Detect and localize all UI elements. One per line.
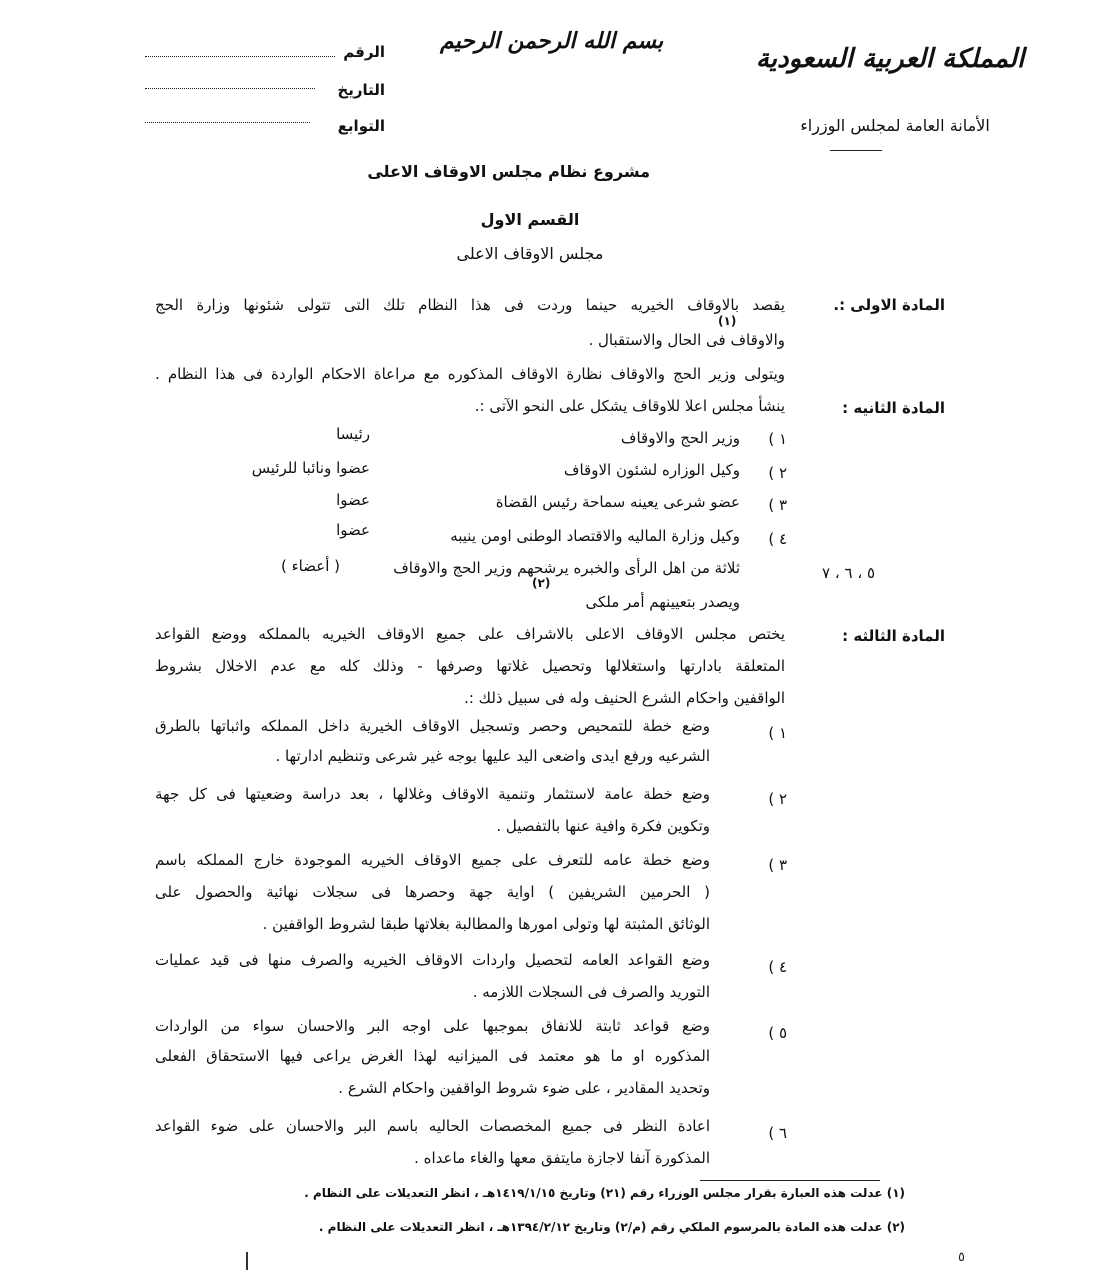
- page-mark: ٥: [958, 1250, 965, 1265]
- item-line: المذكوره او ما هو معتمد فى الميزانيه لهذا الغرض يراعى فيها الاستحقاق الفعلى: [155, 1047, 710, 1065]
- basmala: بسم الله الرحمن الرحيم: [440, 28, 664, 54]
- item-number: ٦ ): [768, 1124, 787, 1142]
- field-date-line: [145, 88, 315, 89]
- member-number: ٣ ): [768, 496, 787, 514]
- article3-line: الواقفين واحكام الشرع الحنيف وله فى سبيل ذلك :.: [464, 689, 785, 707]
- member-name: وكيل وزارة الماليه والاقتصاد الوطنى اومن ينيبه: [450, 527, 740, 545]
- section-name: القسم الاول: [480, 210, 580, 229]
- article3-line: يختص مجلس الاوقاف الاعلى بالاشراف على جميع الاوقاف الخيريه بالمملكه ووضع القواعد: [155, 625, 785, 643]
- member-number: ٤ ): [768, 530, 787, 548]
- item-line: الوثائق المثبتة لها وتولى امورها والمطالبة بغلاتها طبقا لشروط الواقفين .: [262, 915, 710, 933]
- field-attachments-line: [145, 122, 310, 123]
- footnote: (٢) عدلت هذه المادة بالمرسوم الملكي رقم (م/٢) وتاريخ ١٣٩٤/٢/١٢هـ ، انظر التعديلات على النظام .: [318, 1220, 905, 1234]
- item-number: ٢ ): [768, 790, 787, 808]
- member-number: ٢ ): [768, 464, 787, 482]
- item-line: وتكوين فكرة وافية عنها بالتفصيل .: [496, 817, 710, 835]
- article1-line: ويتولى وزير الحج والاوقاف نظارة الاوقاف المذكوره مع مراعاة الاحكام الواردة فى هذا النظام .: [155, 365, 785, 383]
- article3-label: المادة الثالثه :: [842, 627, 945, 645]
- item-line: ( الحرمين الشريفين ) اواية جهة وحصرها فى سجلات نهائية والحصول على: [155, 883, 710, 901]
- item-line: وضع خطة عامة لاستثمار وتنمية الاوقاف وغلالها ، بعد دراسة وضعيتها فى كل جهة: [155, 785, 710, 803]
- item-number: ٣ ): [768, 856, 787, 874]
- footnote-separator: [700, 1180, 880, 1181]
- item-number: ٥ ): [768, 1024, 787, 1042]
- secretariat-underline: [830, 150, 882, 151]
- item-line: التوريد والصرف فى السجلات اللازمه .: [472, 983, 710, 1001]
- member-role: عضوا ونائبا للرئيس: [251, 459, 370, 477]
- margin-mark: [246, 1252, 248, 1270]
- field-number-label: الرقم: [343, 43, 385, 61]
- document-title: مشروع نظام مجلس الاوقاف الاعلى: [367, 162, 650, 181]
- member-name: عضو شرعى يعينه سماحة رئيس القضاة: [495, 493, 740, 511]
- members-extra-number: ٥ ، ٦ ، ٧: [822, 564, 875, 582]
- member-name: وزير الحج والاوقاف: [620, 429, 740, 447]
- members-extra-role: ( أعضاء ): [281, 557, 340, 575]
- item-number: ١ ): [768, 724, 787, 742]
- article1-line: والاوقاف فى الحال والاستقبال .: [588, 331, 785, 349]
- article3-line: المتعلقة بادارتها واستغلالها وتحصيل غلاتها وصرفها - وذلك كله مع عدم الاخلال بشروط: [155, 657, 785, 675]
- member-role: عضوا: [336, 521, 370, 539]
- field-number-line: [145, 56, 335, 57]
- footnote-marker: (١): [718, 314, 737, 328]
- article2-label: المادة الثانيه :: [842, 399, 945, 417]
- members-extra-line: ثلاثة من اهل الرأى والخبره يرشحهم وزير الحج والاوقاف: [393, 559, 740, 577]
- member-role: عضوا: [336, 491, 370, 509]
- field-attachments-label: التوابع: [337, 117, 385, 135]
- article1-line: يقصد بالاوقاف الخيريه حينما وردت فى هذا النظام تلك التى تتولى شئونها وزارة الحج: [155, 296, 785, 314]
- item-line: الشرعيه ورفع ايدى واضعى اليد عليها بوجه غير شرعى وتنظيم ادارتها .: [275, 747, 710, 765]
- member-role: رئيسا: [336, 425, 370, 443]
- item-line: وضع قواعد ثابتة للانفاق بموجبها على اوجه البر والاحسان سواء من الواردات: [155, 1017, 710, 1035]
- item-line: وضع خطة للتمحيص وحصر وتسجيل الاوقاف الخيرية داخل المملكه واثباتها بالطرق: [155, 717, 710, 735]
- item-line: وتحديد المقادير ، على ضوء شروط الواقفين واحكام الشرع .: [338, 1079, 710, 1097]
- item-line: المذكورة آنفا لاجازة مايتفق معها والغاء ماعداه .: [414, 1149, 710, 1167]
- member-number: ١ ): [768, 430, 787, 448]
- item-line: وضع خطة عامه للتعرف على جميع الاوقاف الخيريه الموجودة خارج المملكه باسم: [155, 851, 710, 869]
- item-line: وضع القواعد العامه لتحصيل واردات الاوقاف الخيريه والصرف منها فى قيد عمليات: [155, 951, 710, 969]
- footnote-marker: (٢): [532, 576, 551, 590]
- footnote: (١) عدلت هذه العبارة بقرار مجلس الوزراء رقم (٢١) وتاريخ ١٤١٩/١/١٥هـ ، انظر التعديلات على النظام .: [304, 1186, 905, 1200]
- member-name: وكيل الوزاره لشئون الاوقاف: [563, 461, 740, 479]
- item-number: ٤ ): [768, 958, 787, 976]
- kingdom-logo-text: المملكة العربية السعودية: [755, 44, 1025, 74]
- item-line: اعادة النظر فى جميع المخصصات الحاليه باسم البر والاحسان على ضوء القواعد: [155, 1117, 710, 1135]
- members-extra-line: ويصدر بتعيينهم أمر ملكى: [585, 593, 740, 611]
- secretariat-label: الأمانة العامة لمجلس الوزراء: [800, 116, 990, 135]
- article1-label: المادة الاولى :.: [833, 296, 945, 314]
- article2-intro: ينشأ مجلس اعلا للاوقاف يشكل على النحو الآتى :.: [474, 397, 785, 415]
- field-date-label: التاريخ: [337, 81, 385, 99]
- section-subtitle: مجلس الاوقاف الاعلى: [456, 244, 604, 263]
